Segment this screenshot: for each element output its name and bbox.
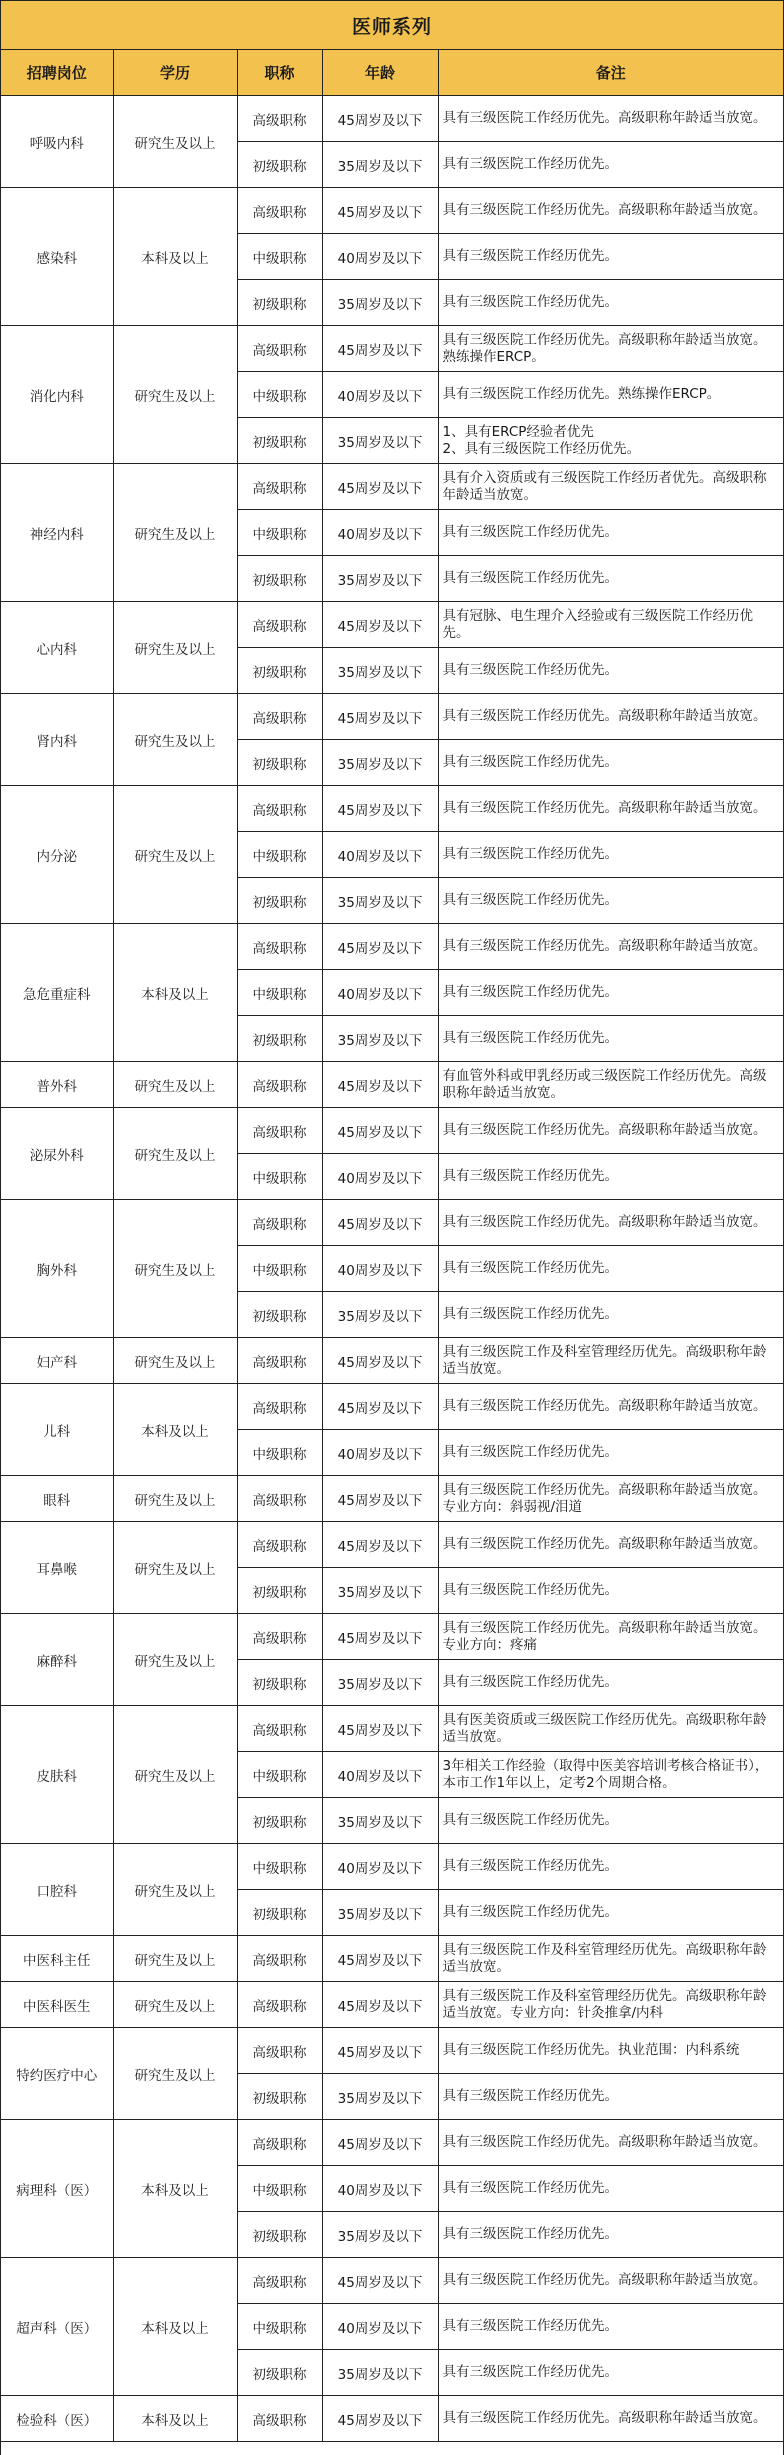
cell-title-rank: 初级职称 xyxy=(237,142,322,188)
cell-age: 45周岁及以下 xyxy=(322,786,438,832)
cell-title-rank: 初级职称 xyxy=(237,1568,322,1614)
cell-remarks: 具有三级医院工作经历优先。 xyxy=(438,142,783,188)
cell-remarks: 具有三级医院工作经历优先。 xyxy=(438,1430,783,1476)
table-row xyxy=(1,2120,783,2166)
cell-position: 麻醉科 xyxy=(1,1614,113,1706)
cell-title-rank: 高级职称 xyxy=(237,2396,322,2442)
cell-age: 40周岁及以下 xyxy=(322,2166,438,2212)
cell-age: 45周岁及以下 xyxy=(322,2120,438,2166)
cell-age: 45周岁及以下 xyxy=(322,2028,438,2074)
cell-age: 45周岁及以下 xyxy=(322,1476,438,1522)
cell-remarks: 具有三级医院工作经历优先。 xyxy=(438,2350,783,2396)
cell-education: 本科及以上 xyxy=(113,188,237,326)
cell-title-rank: 高级职称 xyxy=(237,1476,322,1522)
cell-age: 40周岁及以下 xyxy=(322,970,438,1016)
cell-title-rank: 中级职称 xyxy=(237,970,322,1016)
cell-remarks: 具有三级医院工作经历优先。高级职称年龄适当放宽。 xyxy=(438,1522,783,1568)
cell-education: 研究生及以上 xyxy=(113,1614,237,1706)
cell-title-rank: 高级职称 xyxy=(237,1522,322,1568)
header-remarks: 备注 xyxy=(438,50,783,96)
cell-remarks: 具有三级医院工作经历优先。高级职称年龄适当放宽。 xyxy=(438,2258,783,2304)
cell-title-rank: 高级职称 xyxy=(237,96,322,142)
cell-age: 45周岁及以下 xyxy=(322,1384,438,1430)
header-title-rank: 职称 xyxy=(237,50,322,96)
cell-position: 眼科 xyxy=(1,1476,113,1522)
cell-age: 40周岁及以下 xyxy=(322,1154,438,1200)
cell-title-rank: 高级职称 xyxy=(237,786,322,832)
cell-position: 感染科 xyxy=(1,188,113,326)
cell-age: 35周岁及以下 xyxy=(322,878,438,924)
cell-age: 40周岁及以下 xyxy=(322,234,438,280)
cell-education: 研究生及以上 xyxy=(113,1936,237,1982)
cell-remarks: 具有三级医院工作经历优先。高级职称年龄适当放宽。 xyxy=(438,924,783,970)
cell-title-rank: 高级职称 xyxy=(237,1338,322,1384)
table-row xyxy=(1,1338,783,1384)
cell-age: 40周岁及以下 xyxy=(322,1246,438,1292)
cell-position: 检验科（医） xyxy=(1,2396,113,2442)
cell-age: 45周岁及以下 xyxy=(322,1338,438,1384)
cell-age: 35周岁及以下 xyxy=(322,280,438,326)
cell-age: 35周岁及以下 xyxy=(322,1292,438,1338)
cell-education: 本科及以上 xyxy=(113,2120,237,2258)
cell-remarks: 具有三级医院工作经历优先。 xyxy=(438,2212,783,2258)
table-row xyxy=(1,1200,783,1246)
cell-remarks: 具有三级医院工作经历优先。 xyxy=(438,2304,783,2350)
cell-title-rank: 高级职称 xyxy=(237,188,322,234)
cell-remarks: 具有三级医院工作经历优先。 xyxy=(438,280,783,326)
cell-age: 45周岁及以下 xyxy=(322,1982,438,2028)
cell-title-rank: 初级职称 xyxy=(237,1798,322,1844)
cell-remarks: 具有三级医院工作经历优先。高级职称年龄适当放宽。 xyxy=(438,694,783,740)
cell-age: 45周岁及以下 xyxy=(322,2396,438,2442)
cell-remarks: 具有三级医院工作经历优先。高级职称年龄适当放宽。 xyxy=(438,2120,783,2166)
cell-education: 研究生及以上 xyxy=(113,1522,237,1614)
cell-title-rank: 中级职称 xyxy=(237,1246,322,1292)
cell-title-rank: 初级职称 xyxy=(237,648,322,694)
cell-remarks: 有血管外科或甲乳经历或三级医院工作经历优先。高级职称年龄适当放宽。 xyxy=(438,1062,783,1108)
cell-title-rank: 高级职称 xyxy=(237,1936,322,1982)
cell-age: 45周岁及以下 xyxy=(322,1200,438,1246)
cell-position: 超声科（医） xyxy=(1,2258,113,2396)
cell-age: 35周岁及以下 xyxy=(322,1016,438,1062)
cell-education: 研究生及以上 xyxy=(113,1200,237,1338)
cell-position: 中医科主任 xyxy=(1,1936,113,1982)
cell-remarks: 具有三级医院工作经历优先。 xyxy=(438,878,783,924)
cell-remarks: 具有医美资质或三级医院工作经历优先。高级职称年龄适当放宽。 xyxy=(438,1706,783,1752)
sheet-title: 医师系列 xyxy=(1,1,783,50)
cell-age: 35周岁及以下 xyxy=(322,1660,438,1706)
cell-remarks: 具有三级医院工作经历优先。熟练操作ERCP。 xyxy=(438,372,783,418)
cell-age: 40周岁及以下 xyxy=(322,1752,438,1798)
cell-title-rank: 中级职称 xyxy=(237,2304,322,2350)
cell-title-rank: 中级职称 xyxy=(237,234,322,280)
cell-remarks: 具有三级医院工作及科室管理经历优先。高级职称年龄适当放宽。专业方向：针灸推拿/内科 xyxy=(438,1982,783,2028)
cell-age: 40周岁及以下 xyxy=(322,832,438,878)
header-age: 年龄 xyxy=(322,50,438,96)
cell-title-rank: 初级职称 xyxy=(237,1016,322,1062)
header-position: 招聘岗位 xyxy=(1,50,113,96)
cell-position: 肾内科 xyxy=(1,694,113,786)
cell-education: 研究生及以上 xyxy=(113,1062,237,1108)
cell-age: 35周岁及以下 xyxy=(322,1568,438,1614)
cell-age: 35周岁及以下 xyxy=(322,556,438,602)
cell-position: 胸外科 xyxy=(1,1200,113,1338)
cell-education: 研究生及以上 xyxy=(113,1338,237,1384)
cell-age: 40周岁及以下 xyxy=(322,372,438,418)
cell-remarks: 具有三级医院工作经历优先。 xyxy=(438,2166,783,2212)
cell-title-rank: 初级职称 xyxy=(237,1890,322,1936)
cell-position: 泌尿外科 xyxy=(1,1108,113,1200)
cell-age: 45周岁及以下 xyxy=(322,96,438,142)
cell-remarks: 具有三级医院工作经历优先。高级职称年龄适当放宽。 xyxy=(438,786,783,832)
cell-education: 本科及以上 xyxy=(113,924,237,1062)
cell-title-rank: 初级职称 xyxy=(237,280,322,326)
cell-remarks: 具有三级医院工作经历优先。高级职称年龄适当放宽。 xyxy=(438,96,783,142)
cell-remarks: 具有介入资质或有三级医院工作经历者优先。高级职称年龄适当放宽。 xyxy=(438,464,783,510)
cell-age: 40周岁及以下 xyxy=(322,1430,438,1476)
cell-remarks: 具有三级医院工作经历优先。 xyxy=(438,832,783,878)
cell-age: 35周岁及以下 xyxy=(322,740,438,786)
cell-remarks: 具有三级医院工作经历优先。高级职称年龄适当放宽。 xyxy=(438,188,783,234)
cell-remarks: 具有三级医院工作经历优先。 xyxy=(438,1890,783,1936)
cell-title-rank: 初级职称 xyxy=(237,2212,322,2258)
cell-title-rank: 初级职称 xyxy=(237,1660,322,1706)
cell-remarks: 具有三级医院工作经历优先。 xyxy=(438,1292,783,1338)
cell-title-rank: 高级职称 xyxy=(237,1108,322,1154)
cell-remarks: 具有三级医院工作经历优先。 xyxy=(438,1154,783,1200)
cell-remarks: 具有三级医院工作经历优先。 xyxy=(438,1016,783,1062)
cell-remarks: 具有三级医院工作经历优先。 xyxy=(438,1798,783,1844)
cell-remarks: 具有三级医院工作经历优先。高级职称年龄适当放宽。专业方向：疼痛 xyxy=(438,1614,783,1660)
cell-age: 45周岁及以下 xyxy=(322,602,438,648)
cell-education: 研究生及以上 xyxy=(113,786,237,924)
cell-title-rank: 中级职称 xyxy=(237,1844,322,1890)
cell-title-rank: 高级职称 xyxy=(237,694,322,740)
cell-education: 研究生及以上 xyxy=(113,602,237,694)
cell-position: 口腔科 xyxy=(1,1844,113,1936)
cell-age: 35周岁及以下 xyxy=(322,648,438,694)
cell-title-rank: 中级职称 xyxy=(237,1154,322,1200)
cell-position: 呼吸内科 xyxy=(1,96,113,188)
cell-remarks: 具有冠脉、电生理介入经验或有三级医院工作经历优先。 xyxy=(438,602,783,648)
cell-title-rank: 高级职称 xyxy=(237,1982,322,2028)
cell-education: 研究生及以上 xyxy=(113,1982,237,2028)
cell-title-rank: 中级职称 xyxy=(237,832,322,878)
cell-title-rank: 高级职称 xyxy=(237,1200,322,1246)
table-row xyxy=(1,1062,783,1108)
recruitment-table xyxy=(1,50,783,2442)
cell-remarks: 具有三级医院工作经历优先。高级职称年龄适当放宽。熟练操作ERCP。 xyxy=(438,326,783,372)
cell-age: 35周岁及以下 xyxy=(322,142,438,188)
cell-remarks: 具有三级医院工作经历优先。执业范围：内科系统 xyxy=(438,2028,783,2074)
cell-title-rank: 高级职称 xyxy=(237,2028,322,2074)
cell-age: 45周岁及以下 xyxy=(322,188,438,234)
cell-age: 45周岁及以下 xyxy=(322,464,438,510)
cell-title-rank: 高级职称 xyxy=(237,2258,322,2304)
cell-remarks: 具有三级医院工作经历优先。 xyxy=(438,970,783,1016)
cell-education: 本科及以上 xyxy=(113,2396,237,2442)
table-row xyxy=(1,1844,783,1890)
cell-age: 40周岁及以下 xyxy=(322,2304,438,2350)
cell-position: 儿科 xyxy=(1,1384,113,1476)
cell-title-rank: 中级职称 xyxy=(237,372,322,418)
cell-remarks: 具有三级医院工作经历优先。高级职称年龄适当放宽。 xyxy=(438,1200,783,1246)
table-row xyxy=(1,1522,783,1568)
cell-title-rank: 高级职称 xyxy=(237,1384,322,1430)
table-row xyxy=(1,2396,783,2442)
table-row xyxy=(1,1108,783,1154)
cell-remarks: 具有三级医院工作经历优先。 xyxy=(438,234,783,280)
cell-remarks: 3年相关工作经验（取得中医美容培训考核合格证书），本市工作1年以上，定考2个周期合格。 xyxy=(438,1752,783,1798)
cell-age: 45周岁及以下 xyxy=(322,1614,438,1660)
cell-title-rank: 高级职称 xyxy=(237,326,322,372)
cell-age: 45周岁及以下 xyxy=(322,1522,438,1568)
cell-age: 45周岁及以下 xyxy=(322,326,438,372)
cell-education: 研究生及以上 xyxy=(113,694,237,786)
cell-title-rank: 高级职称 xyxy=(237,2120,322,2166)
cell-remarks: 具有三级医院工作经历优先。 xyxy=(438,1844,783,1890)
cell-age: 35周岁及以下 xyxy=(322,2074,438,2120)
cell-remarks: 具有三级医院工作经历优先。 xyxy=(438,1246,783,1292)
table-row xyxy=(1,96,783,142)
cell-age: 35周岁及以下 xyxy=(322,2212,438,2258)
cell-age: 35周岁及以下 xyxy=(322,418,438,464)
table-row xyxy=(1,2028,783,2074)
cell-title-rank: 高级职称 xyxy=(237,464,322,510)
table-row xyxy=(1,188,783,234)
cell-remarks: 具有三级医院工作经历优先。高级职称年龄适当放宽。专业方向：斜弱视/泪道 xyxy=(438,1476,783,1522)
cell-age: 35周岁及以下 xyxy=(322,1890,438,1936)
cell-age: 40周岁及以下 xyxy=(322,510,438,556)
cell-education: 本科及以上 xyxy=(113,2258,237,2396)
cell-age: 45周岁及以下 xyxy=(322,1062,438,1108)
cell-remarks: 具有三级医院工作及科室管理经历优先。高级职称年龄适当放宽。 xyxy=(438,1338,783,1384)
cell-education: 研究生及以上 xyxy=(113,1476,237,1522)
table-row xyxy=(1,924,783,970)
table-row xyxy=(1,1614,783,1660)
table-row xyxy=(1,786,783,832)
table-row xyxy=(1,2258,783,2304)
cell-position: 消化内科 xyxy=(1,326,113,464)
cell-position: 心内科 xyxy=(1,602,113,694)
cell-position: 耳鼻喉 xyxy=(1,1522,113,1614)
cell-age: 35周岁及以下 xyxy=(322,1798,438,1844)
cell-title-rank: 初级职称 xyxy=(237,2350,322,2396)
table-row xyxy=(1,1384,783,1430)
cell-age: 45周岁及以下 xyxy=(322,1108,438,1154)
cell-title-rank: 高级职称 xyxy=(237,1614,322,1660)
cell-remarks: 具有三级医院工作经历优先。 xyxy=(438,648,783,694)
cell-remarks: 1、具有ERCP经验者优先 2、具有三级医院工作经历优先。 xyxy=(438,418,783,464)
cell-remarks: 具有三级医院工作经历优先。高级职称年龄适当放宽。 xyxy=(438,2396,783,2442)
cell-title-rank: 高级职称 xyxy=(237,602,322,648)
cell-remarks: 具有三级医院工作经历优先。 xyxy=(438,2074,783,2120)
cell-position: 急危重症科 xyxy=(1,924,113,1062)
table-row xyxy=(1,1476,783,1522)
header-row xyxy=(1,50,783,96)
table-row xyxy=(1,1706,783,1752)
cell-title-rank: 初级职称 xyxy=(237,556,322,602)
cell-position: 普外科 xyxy=(1,1062,113,1108)
cell-position: 中医科医生 xyxy=(1,1982,113,2028)
cell-age: 45周岁及以下 xyxy=(322,2258,438,2304)
header-education: 学历 xyxy=(113,50,237,96)
cell-title-rank: 中级职称 xyxy=(237,1752,322,1798)
cell-position: 特约医疗中心 xyxy=(1,2028,113,2120)
cell-education: 研究生及以上 xyxy=(113,464,237,602)
cell-title-rank: 中级职称 xyxy=(237,2166,322,2212)
cell-age: 45周岁及以下 xyxy=(322,694,438,740)
cell-position: 内分泌 xyxy=(1,786,113,924)
table-row xyxy=(1,1936,783,1982)
cell-title-rank: 高级职称 xyxy=(237,1706,322,1752)
cell-age: 45周岁及以下 xyxy=(322,924,438,970)
table-row xyxy=(1,326,783,372)
cell-education: 研究生及以上 xyxy=(113,2028,237,2120)
table-row xyxy=(1,1982,783,2028)
cell-age: 40周岁及以下 xyxy=(322,1844,438,1890)
cell-position: 神经内科 xyxy=(1,464,113,602)
table-row xyxy=(1,464,783,510)
cell-remarks: 具有三级医院工作经历优先。高级职称年龄适当放宽。 xyxy=(438,1108,783,1154)
cell-title-rank: 高级职称 xyxy=(237,924,322,970)
cell-age: 35周岁及以下 xyxy=(322,2350,438,2396)
cell-education: 研究生及以上 xyxy=(113,326,237,464)
cell-position: 皮肤科 xyxy=(1,1706,113,1844)
cell-title-rank: 中级职称 xyxy=(237,510,322,556)
cell-title-rank: 初级职称 xyxy=(237,1292,322,1338)
cell-title-rank: 初级职称 xyxy=(237,2074,322,2120)
table-body xyxy=(1,96,783,2442)
cell-title-rank: 初级职称 xyxy=(237,878,322,924)
cell-remarks: 具有三级医院工作经历优先。 xyxy=(438,556,783,602)
cell-title-rank: 高级职称 xyxy=(237,1062,322,1108)
table-row xyxy=(1,694,783,740)
cell-education: 研究生及以上 xyxy=(113,1844,237,1936)
cell-education: 本科及以上 xyxy=(113,1384,237,1476)
cell-education: 研究生及以上 xyxy=(113,96,237,188)
table-row xyxy=(1,602,783,648)
cell-remarks: 具有三级医院工作经历优先。 xyxy=(438,1568,783,1614)
cell-remarks: 具有三级医院工作经历优先。 xyxy=(438,510,783,556)
cell-title-rank: 中级职称 xyxy=(237,1430,322,1476)
cell-remarks: 具有三级医院工作及科室管理经历优先。高级职称年龄适当放宽。 xyxy=(438,1936,783,1982)
cell-position: 妇产科 xyxy=(1,1338,113,1384)
cell-remarks: 具有三级医院工作经历优先。 xyxy=(438,740,783,786)
cell-title-rank: 初级职称 xyxy=(237,418,322,464)
cell-remarks: 具有三级医院工作经历优先。 xyxy=(438,1660,783,1706)
cell-education: 研究生及以上 xyxy=(113,1706,237,1844)
cell-age: 45周岁及以下 xyxy=(322,1706,438,1752)
cell-title-rank: 初级职称 xyxy=(237,740,322,786)
cell-age: 45周岁及以下 xyxy=(322,1936,438,1982)
cell-education: 研究生及以上 xyxy=(113,1108,237,1200)
cell-remarks: 具有三级医院工作经历优先。高级职称年龄适当放宽。 xyxy=(438,1384,783,1430)
cell-position: 病理科（医） xyxy=(1,2120,113,2258)
